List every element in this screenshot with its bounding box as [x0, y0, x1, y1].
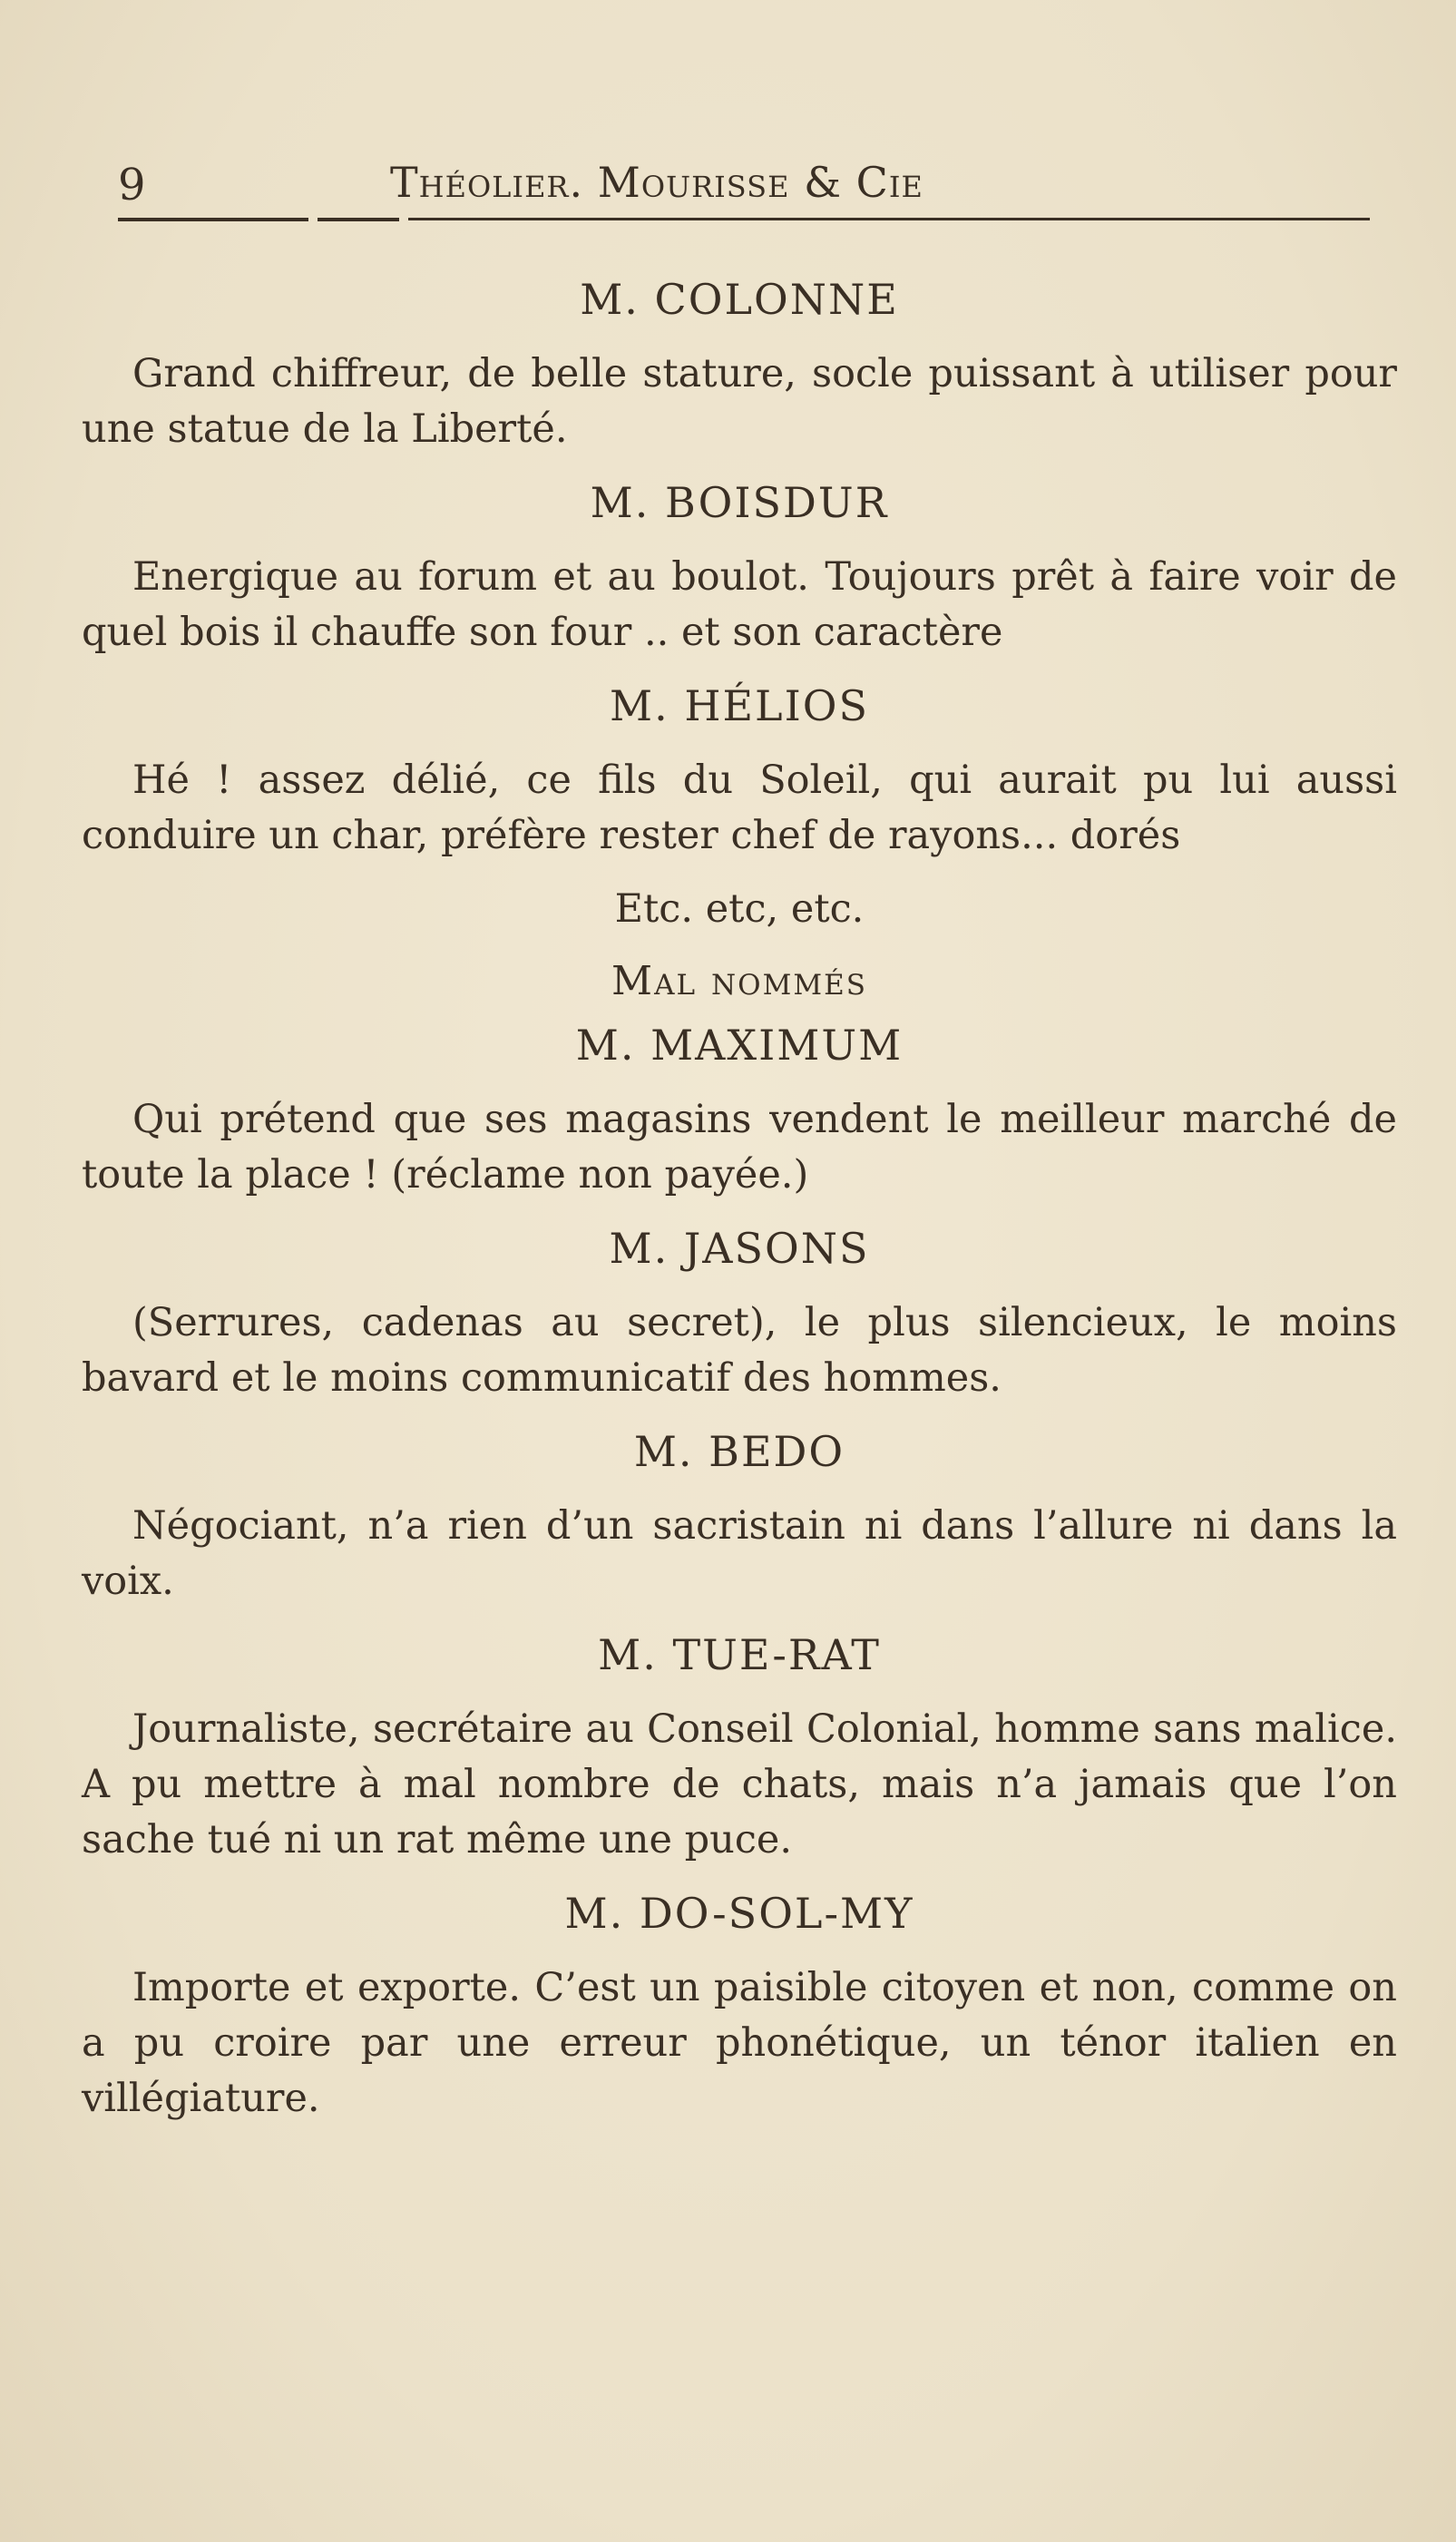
entry-name: M. TUE-RAT [598, 1630, 881, 1679]
entry-name: M. BOISDUR [590, 478, 889, 527]
page-content [82, 272, 1397, 2145]
entry-text: Energique au forum et au boulot. Toujours prêt à faire voir de quel bois il chauffe son four .. et son caractère [82, 554, 1397, 655]
entry-text: Hé ! assez délié, ce fils du Soleil, qui aurait pu lui aussi conduire un char, préfère rester chef de rayons... dorés [82, 758, 1397, 858]
entry [82, 272, 1397, 457]
etc-line: Etc. etc, etc. [614, 886, 865, 932]
entry-name: M. BEDO [633, 1427, 845, 1476]
entry-name: M. COLONNE [580, 275, 899, 324]
entry [82, 679, 1397, 864]
entry-text: Journaliste, secrétaire au Conseil Colonial, homme sans malice. A pu mettre à mal nombre de chats, mais n’a jamais que l’on sache tué ni un rat même une puce. [82, 1706, 1397, 1863]
entry-name: M. MAXIMUM [575, 1021, 904, 1070]
entry [82, 1018, 1397, 1203]
entry-text: Négociant, n’a rien d’un sacristain ni dans l’allure ni dans la voix. [82, 1503, 1397, 1604]
entry-text: (Serrures, cadenas au secret), le plus silencieux, le moins bavard et le moins communicatif des hommes. [82, 1300, 1397, 1401]
section-title: Mal nommés [611, 958, 867, 1004]
entry-name: M. DO-SOL-MY [564, 1889, 914, 1938]
entry-text: Qui prétend que ses magasins vendent le meilleur marché de toute la place ! (réclame non payée.) [82, 1097, 1397, 1198]
entry-text: Grand chiffreur, de belle stature, socle puissant à utiliser pour une statue de la Liberté. [82, 351, 1397, 452]
header-rule [118, 218, 308, 221]
entry [82, 1886, 1397, 2126]
entry-name: M. JASONS [609, 1224, 870, 1273]
page-header [118, 152, 1324, 225]
page-number: 9 [118, 160, 146, 210]
entry [82, 475, 1397, 660]
header-rule [318, 218, 399, 221]
entry [82, 1221, 1397, 1406]
entry [82, 1424, 1397, 1609]
header-rule [408, 218, 1370, 220]
running-head: Théolier. Mourisse & Cie [390, 158, 923, 207]
entry-text: Importe et exporte. C’est un paisible citoyen et non, comme on a pu croire par une erreur phonétique, un ténor italien en villégiature. [82, 1965, 1397, 2121]
entry-name: M. HÉLIOS [610, 681, 869, 730]
entry [82, 1628, 1397, 1868]
